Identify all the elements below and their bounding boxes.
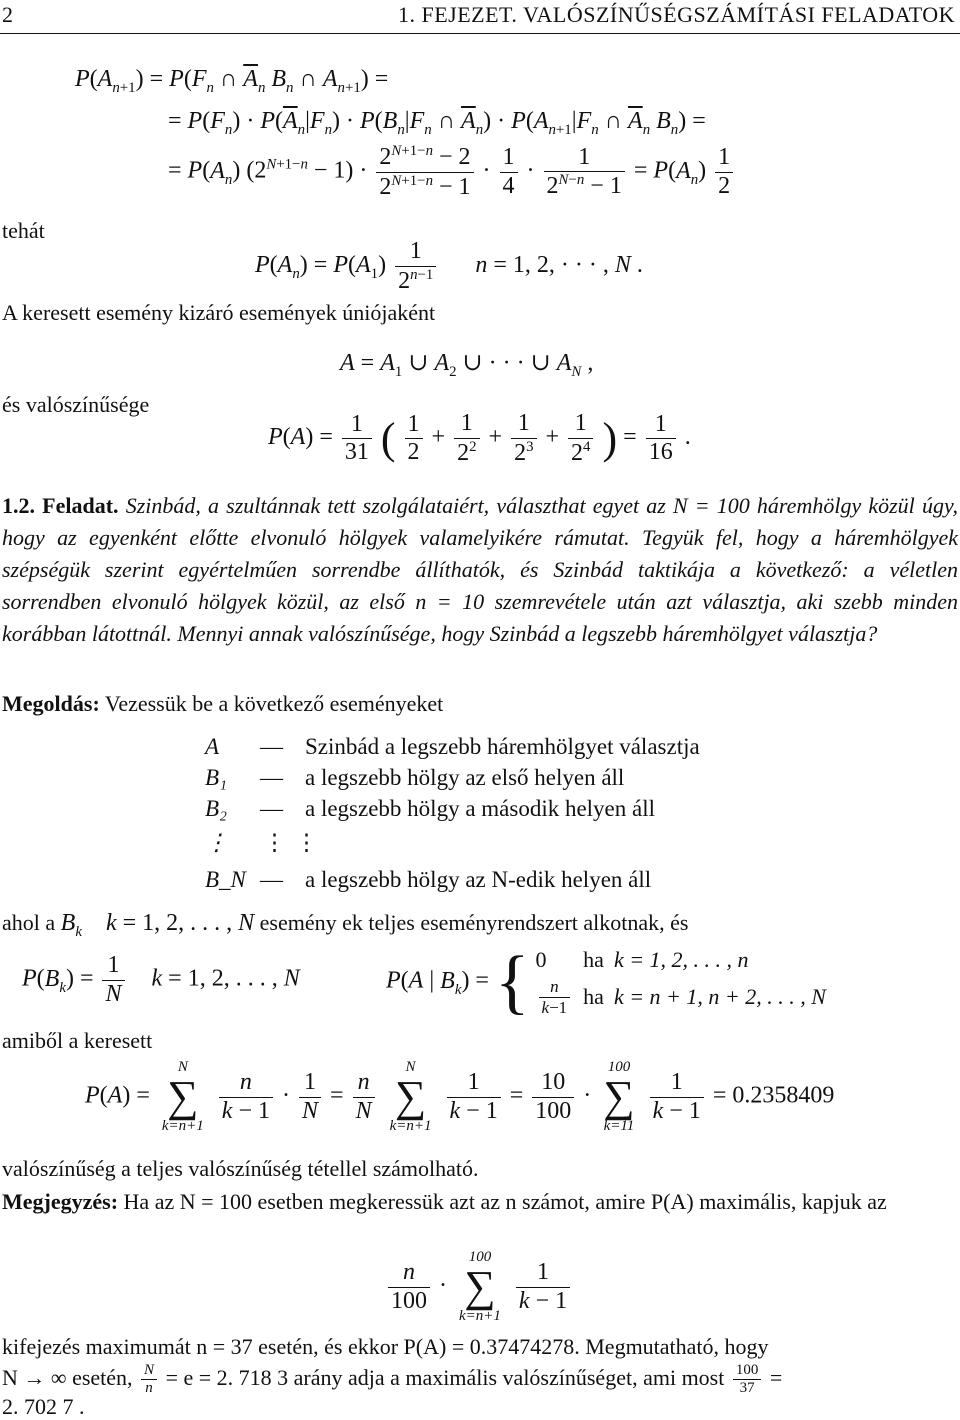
case-zero: 0 [535,947,547,972]
event-description: Szinbád a legszebb háremhölgyet választja [305,734,700,759]
remark-line-2b: N → ∞ esetén, $\frac{N}{n}$ = e = 2. 718 3 arány adja a maximális valószínűséget, ami most $\frac{100}{37}$ = [2,1362,783,1397]
text-valoszinuseg-tetel: valószínűség a teljes valószínűség tétellel számolható. [2,1156,479,1181]
solution-intro [2,688,443,720]
event-symbol: B₂ [205,796,228,821]
header-rule [0,33,960,34]
equation-pbk: $P(B_k)$ = $\frac{1}{N}$ k = 1, 2, . . . , N [22,952,300,1007]
event-dash: — [260,765,283,790]
event-description: a legszebb hölgy a második helyen áll [305,796,656,821]
text-es-valoszinusege: és valószínűsége [2,392,150,417]
remark-text-2a: kifejezés maximumát n = 37 esetén, és ekkor P(A) = 0.37474278. Megmutatható, hogy [2,1334,769,1359]
event-symbol: A [205,734,220,759]
word-ahol-a: ahol a [2,910,56,935]
event-description: a legszebb hölgy az N-edik helyen áll [305,867,652,892]
text-keresett-esemeny: A keresett esemény kizáró események úniójaként [2,300,436,325]
equation-union: $A = A_1$ ∪ $A_2$ ∪ · · · ∪ $A_N$ , [340,350,594,380]
ellipsis-glyph: ⋮ [295,830,318,855]
event-dash: — [260,796,283,821]
remark-text-2b-mid: = e = 2. 718 3 arány adja a maximális valószínűséget, ami most [165,1364,725,1390]
equation-line-3: = $P(A_n) (2^{N+1-n} - 1)$ · $\frac{2^{N+1-n} - 2}{2^{N+1-n} - 1}$ · $\frac{1}{4}$ · $\frac{1}{2^{N-n} - 1}$ = $P(A_n)$ $\frac{1}{2}$ [168,143,736,201]
page-number: 2 [2,2,13,27]
equation-line-1: $P(A_{n+1}) = P(F_n$ ∩ $\overline{A}_n$ $B_n$ ∩ $A_{n+1}$) = [75,66,389,96]
remark-paragraph [2,1186,958,1218]
remark-text-2b-end: = [769,1364,783,1390]
running-title: 1. FEJEZET. VALÓSZÍNŰSÉGSZÁMÍTÁSI FELADATOK [398,2,956,27]
final-result: = 0.2358409 [712,1082,835,1109]
case-ha: ha [583,984,604,1010]
event-symbol: B_N [205,867,246,892]
text-amibol: amiből a keresett [2,1028,153,1053]
equation-remark: $\frac{n}{100}$ · 100 ∑ k=n+1 $\frac{1}{k - 1}$ [385,1250,573,1324]
equation-pa-final: P(A) = N ∑ k=n+1 $\frac{n}{k - 1}$ · $\frac{1}{N}$ = $\frac{n}{N}$ N ∑ k=n+1 $\frac{1}{k - 1}$ = $\frac{10}{100}$ · 100 ∑ k=11 $\frac{1}{k - 1}$ = 0.2358409 [85,1059,835,1134]
equation-conditional: P(A | $B_k$) = { 0 ha k = 1, 2, . . . , n $\frac{n}{k-1}$ ha k = n + 1, n + 2, . . . , N [386,945,836,1019]
problem-label: 1.2. Feladat. [2,493,119,518]
equation-pan: $P(A_n) = P(A_1)$ $\frac{1}{2^{n-1}}$ n = 1, 2, · · · , N . [255,238,643,294]
event-dash: — [260,734,283,759]
ellipsis-glyph: ⋮ [263,830,286,855]
word-ahol-rest: esemény ek teljes eseményrendszert alkotnak, és [259,910,689,935]
event-dash: — [260,867,283,892]
case-range-2: k = n + 1, n + 2, . . . , N [613,984,826,1010]
case-ha: ha [583,947,604,972]
ahol-line: ahol a $B_k$ k = 1, 2, . . . , N esemény ek teljes eseményrendszert alkotnak, és [2,910,689,940]
remark-text-2c: 2. 702 7 . [2,1394,85,1419]
event-symbol: B₁ [205,765,228,790]
ellipsis-glyph: ⋮ [205,830,228,855]
word-tehat: tehát [2,218,45,243]
problem-statement [2,490,958,650]
remark-label: Megjegyzés: [2,1189,119,1214]
event-description: a legszebb hölgy az első helyen áll [305,765,625,790]
remark-text-2b-pre: N → ∞ esetén, [2,1364,133,1390]
solution-intro-text: Vezessük be a következő eseményeket [104,691,444,716]
solution-label: Megoldás: [2,691,100,716]
case-range-1: k = 1, 2, . . . , n [613,947,749,972]
equation-pa-sum: P(A) = $\frac{1}{31}$ ( $\frac{1}{2}$ + $\frac{1}{2^2}$ + $\frac{1}{2^3}$ + $\frac{1}{2^4}$ ) = $\frac{1}{16}$ . [268,410,691,466]
problem-text: Szinbád, a szultánnak tett szolgálataiért, választhat egyet az N = 100 háremhölgy közül úgy, hogy az egyenként előtte elvonuló hölgyek valamelyikére rámutat. Tegyük fel, hogy a háremhölgyek szépségük szerint egyértelműen sorrendbe állíthatók, és Szinbád taktikája a következő: a véletlen sorrendben elvonuló hölgyek közül, az első n = 10 szemrevétele után azt választja, aki szebb minden korábban látottnál. Mennyi annak valószínűsége, hogy Szinbád a legszebb háremhölgyet választja? [2,493,958,646]
equation-line-2: = $P(F_n) \cdot P(\overline{A}_n|F_n) \cdot P(B_n|F_n$ ∩ $\overline{A}_n) \cdot P(A_{n+1}|F_n$ ∩ $\overline{A}_n$ $B_n$) = [168,108,706,138]
remark-text-1: Ha az N = 100 esetben megkeressük azt az n számot, amire P(A) maximális, kapjuk az [123,1189,887,1214]
